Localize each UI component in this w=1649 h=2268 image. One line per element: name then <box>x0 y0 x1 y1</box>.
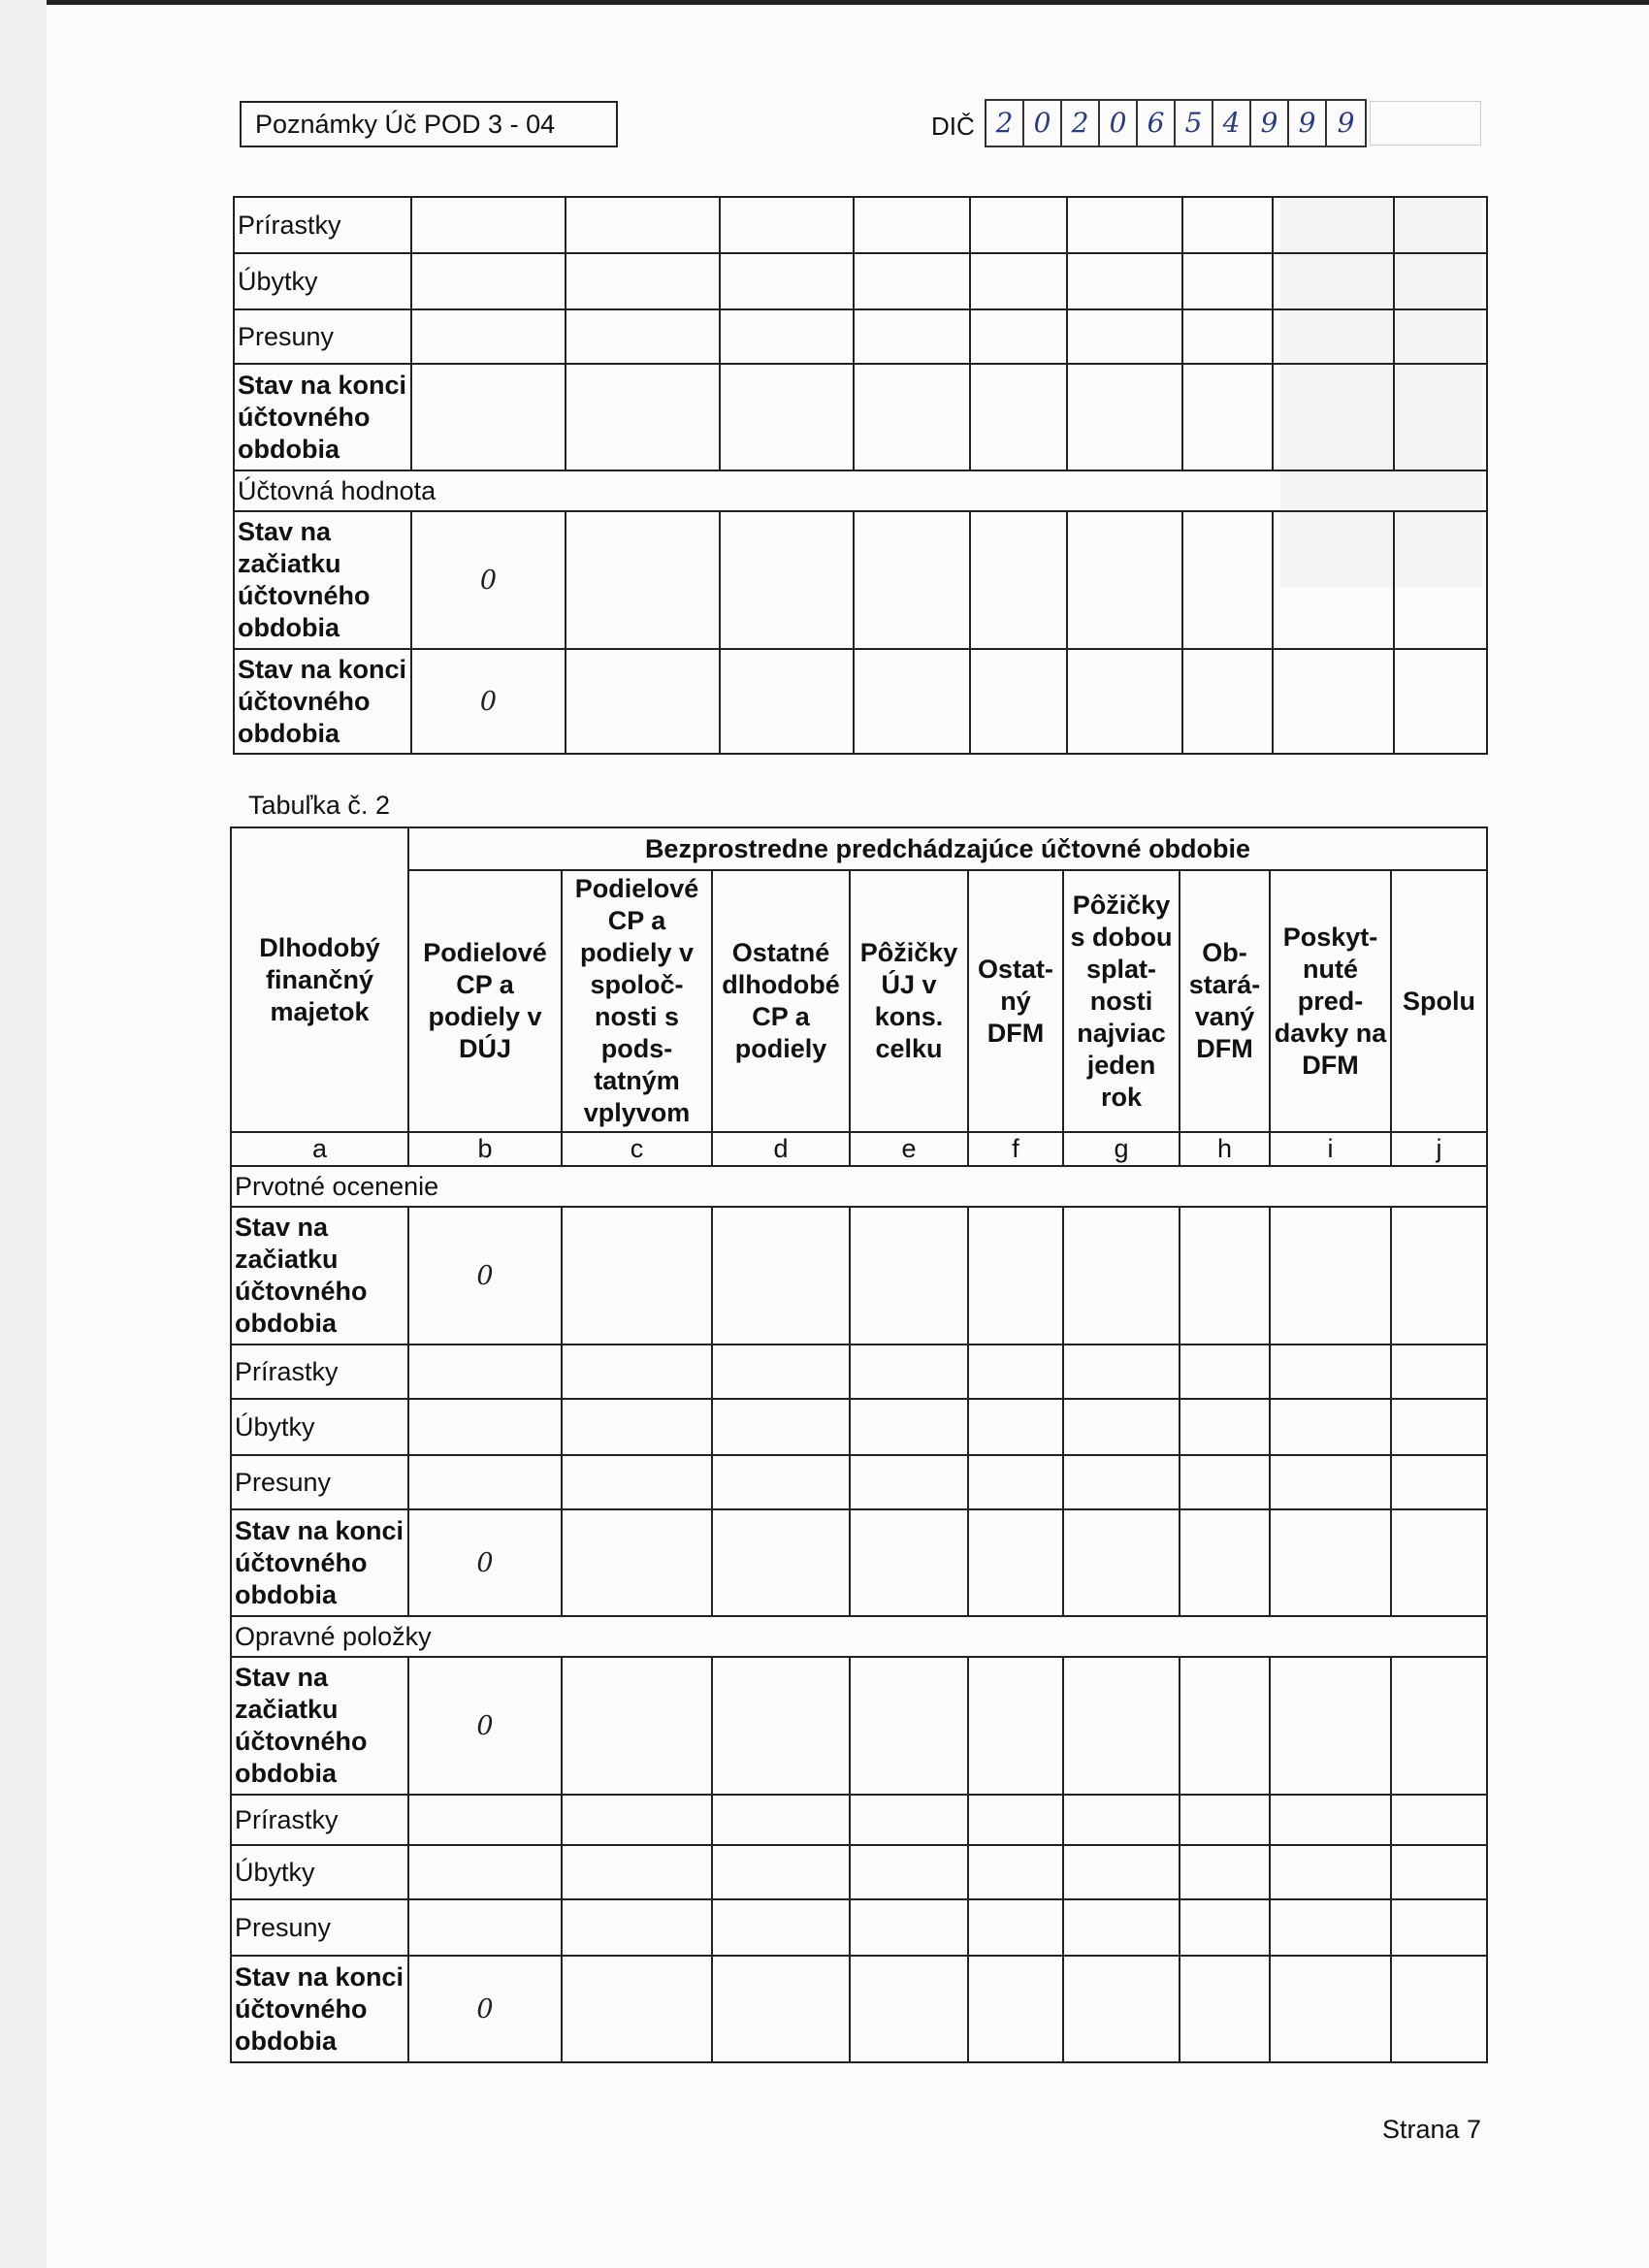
cell[interactable] <box>408 1899 562 1956</box>
dic-digit[interactable]: 6 <box>1138 101 1176 146</box>
cell[interactable] <box>1063 1399 1180 1455</box>
cell[interactable] <box>566 253 720 309</box>
section-row <box>234 470 1487 511</box>
cell[interactable] <box>566 364 720 470</box>
row-label-prirastky: Prírastky <box>231 1345 408 1399</box>
table-row <box>231 1956 1487 2062</box>
row-label-prirastky: Prírastky <box>231 1795 408 1845</box>
cell[interactable] <box>1394 511 1487 649</box>
cell[interactable] <box>1394 309 1487 364</box>
row-label-presuny: Presuny <box>231 1899 408 1956</box>
cell[interactable] <box>968 1845 1063 1899</box>
cell[interactable] <box>566 649 720 754</box>
cell[interactable] <box>1273 309 1394 364</box>
dic-label: DIČ <box>931 112 975 141</box>
table-row <box>231 1657 1487 1795</box>
cell[interactable] <box>712 1795 850 1845</box>
cell[interactable] <box>1063 1207 1180 1345</box>
cell[interactable] <box>1391 1345 1487 1399</box>
cell[interactable] <box>1394 649 1487 754</box>
cell[interactable] <box>1063 1956 1180 2062</box>
table-row <box>234 511 1487 649</box>
table-row <box>231 1399 1487 1455</box>
cell[interactable] <box>850 1795 968 1845</box>
cell[interactable] <box>411 364 566 470</box>
column-letter: i <box>1270 1132 1391 1166</box>
row-label-presuny: Presuny <box>231 1455 408 1509</box>
cell[interactable] <box>968 1509 1063 1616</box>
column-header-h: Ob-stará-vaný DFM <box>1180 870 1270 1132</box>
value-cell[interactable]: 0 <box>408 1207 562 1345</box>
cell[interactable] <box>1067 511 1182 649</box>
cell[interactable] <box>408 1845 562 1899</box>
scan-top-edge <box>0 0 1649 5</box>
cell[interactable] <box>1063 1509 1180 1616</box>
table-row <box>234 649 1487 754</box>
cell[interactable] <box>1391 1207 1487 1345</box>
cell[interactable] <box>1180 1455 1270 1509</box>
table-row <box>231 1455 1487 1509</box>
cell[interactable] <box>1273 364 1394 470</box>
cell[interactable] <box>562 1455 712 1509</box>
cell[interactable] <box>1067 364 1182 470</box>
table-2-caption: Tabuľka č. 2 <box>248 791 390 820</box>
dic-digit[interactable]: 4 <box>1213 101 1251 146</box>
cell[interactable] <box>562 1845 712 1899</box>
cell[interactable] <box>411 309 566 364</box>
cell[interactable] <box>970 309 1067 364</box>
letter-row <box>231 1132 1487 1166</box>
column-letter: j <box>1391 1132 1487 1166</box>
cell[interactable] <box>1391 1899 1487 1956</box>
header-row <box>231 870 1487 1132</box>
value-cell[interactable]: 0 <box>411 649 566 754</box>
cell[interactable] <box>968 1345 1063 1399</box>
section-uctovna-hodnota: Účtovná hodnota <box>234 470 1487 511</box>
cell[interactable] <box>970 364 1067 470</box>
cell[interactable] <box>850 1455 968 1509</box>
cell[interactable] <box>720 511 854 649</box>
cell[interactable] <box>712 1657 850 1795</box>
cell[interactable] <box>1063 1795 1180 1845</box>
row-label-ubytky: Úbytky <box>231 1399 408 1455</box>
cell[interactable] <box>1270 1399 1391 1455</box>
cell[interactable] <box>562 1345 712 1399</box>
period-header: Bezprostredne predchádzajúce účtovné obdobie <box>408 827 1487 870</box>
table-row <box>231 1845 1487 1899</box>
cell[interactable] <box>712 1509 850 1616</box>
cell[interactable] <box>720 253 854 309</box>
row-label-ubytky: Úbytky <box>234 253 411 309</box>
cell[interactable] <box>1180 1345 1270 1399</box>
cell[interactable] <box>562 1795 712 1845</box>
dic-digit[interactable]: 5 <box>1176 101 1213 146</box>
cell[interactable] <box>1391 1956 1487 2062</box>
table-row <box>231 1345 1487 1399</box>
cell[interactable] <box>1180 1795 1270 1845</box>
cell[interactable] <box>1182 511 1273 649</box>
cell[interactable] <box>712 1956 850 2062</box>
section-prvotne-ocenenie: Prvotné ocenenie <box>231 1166 1487 1207</box>
cell[interactable] <box>1182 364 1273 470</box>
column-header-g: Pôžičky s dobou splat-nosti najviac jeden rok <box>1063 870 1180 1132</box>
cell[interactable] <box>850 1657 968 1795</box>
column-header-c: Podielové CP a podiely v spoloč-nosti s pods-tatným vplyvom <box>562 870 712 1132</box>
cell[interactable] <box>408 1455 562 1509</box>
cell[interactable] <box>1182 309 1273 364</box>
cell[interactable] <box>1270 1795 1391 1845</box>
column-letter: c <box>562 1132 712 1166</box>
cell[interactable] <box>1182 649 1273 754</box>
cell[interactable] <box>854 309 970 364</box>
cell[interactable] <box>1391 1399 1487 1455</box>
column-letter: e <box>850 1132 968 1166</box>
cell[interactable] <box>1180 1207 1270 1345</box>
cell[interactable] <box>1067 197 1182 253</box>
section-row <box>231 1166 1487 1207</box>
dic-digit[interactable]: 9 <box>1289 101 1327 146</box>
cell[interactable] <box>1394 197 1487 253</box>
cell[interactable] <box>1270 1509 1391 1616</box>
dic-digit[interactable]: 9 <box>1251 101 1289 146</box>
table-row <box>231 1207 1487 1345</box>
column-header-f: Ostat-ný DFM <box>968 870 1063 1132</box>
cell[interactable] <box>970 197 1067 253</box>
table-row <box>234 364 1487 470</box>
table-row <box>234 309 1487 364</box>
cell[interactable] <box>850 1899 968 1956</box>
section-opravne-polozky: Opravné položky <box>231 1616 1487 1657</box>
cell[interactable] <box>408 1399 562 1455</box>
cell[interactable] <box>1067 253 1182 309</box>
cell[interactable] <box>970 649 1067 754</box>
cell[interactable] <box>411 253 566 309</box>
cell[interactable] <box>1063 1657 1180 1795</box>
cell[interactable] <box>1063 1845 1180 1899</box>
cell[interactable] <box>1063 1899 1180 1956</box>
cell[interactable] <box>720 649 854 754</box>
column-header-a: Dlhodobý finančný majetok <box>231 827 408 1132</box>
cell[interactable] <box>1273 511 1394 649</box>
cell[interactable] <box>968 1455 1063 1509</box>
cell[interactable] <box>712 1845 850 1899</box>
cell[interactable] <box>566 309 720 364</box>
cell[interactable] <box>720 309 854 364</box>
cell[interactable] <box>712 1455 850 1509</box>
dic-digit[interactable]: 2 <box>1062 101 1100 146</box>
column-header-e: Pôžičky ÚJ v kons. celku <box>850 870 968 1132</box>
table-row <box>231 1899 1487 1956</box>
page-number: Strana 7 <box>1382 2115 1482 2144</box>
cell[interactable] <box>1270 1899 1391 1956</box>
row-label-ubytky: Úbytky <box>231 1845 408 1899</box>
cell[interactable] <box>712 1899 850 1956</box>
cell[interactable] <box>854 649 970 754</box>
section-row <box>231 1616 1487 1657</box>
cell[interactable] <box>562 1399 712 1455</box>
dic-digit[interactable]: 0 <box>1024 101 1062 146</box>
cell[interactable] <box>1182 253 1273 309</box>
cell[interactable] <box>1180 1509 1270 1616</box>
cell[interactable] <box>854 511 970 649</box>
cell[interactable] <box>562 1899 712 1956</box>
cell[interactable] <box>712 1207 850 1345</box>
cell[interactable] <box>562 1509 712 1616</box>
cell[interactable] <box>712 1399 850 1455</box>
row-label-prirastky: Prírastky <box>234 197 411 253</box>
column-letter: a <box>231 1132 408 1166</box>
column-letter: d <box>712 1132 850 1166</box>
cell[interactable] <box>1270 1455 1391 1509</box>
cell[interactable] <box>1063 1455 1180 1509</box>
cell[interactable] <box>1067 649 1182 754</box>
cell[interactable] <box>1270 1345 1391 1399</box>
dic-digit[interactable]: 0 <box>1100 101 1138 146</box>
cell[interactable] <box>1063 1345 1180 1399</box>
row-label-stav-zaciatku: Stav na začiatku účtovného obdobia <box>234 511 411 649</box>
cell[interactable] <box>970 511 1067 649</box>
table-row <box>234 197 1487 253</box>
cell[interactable] <box>1180 1657 1270 1795</box>
cell[interactable] <box>854 253 970 309</box>
table-row <box>231 1509 1487 1616</box>
cell[interactable] <box>1391 1509 1487 1616</box>
cell[interactable] <box>1273 649 1394 754</box>
cell[interactable] <box>408 1795 562 1845</box>
cell[interactable] <box>850 1345 968 1399</box>
table-1-continuation <box>233 196 1488 755</box>
table-2 <box>230 826 1488 2063</box>
table-row <box>234 253 1487 309</box>
dic-digit[interactable]: 9 <box>1337 107 1355 139</box>
cell[interactable] <box>562 1657 712 1795</box>
cell[interactable] <box>850 1207 968 1345</box>
scan-left-margin <box>0 0 47 2268</box>
cell[interactable] <box>1270 1207 1391 1345</box>
cell[interactable] <box>968 1399 1063 1455</box>
table-row <box>231 1795 1487 1845</box>
cell[interactable] <box>854 197 970 253</box>
column-letter: g <box>1063 1132 1180 1166</box>
column-header-b: Podielové CP a podiely v DÚJ <box>408 870 562 1132</box>
cell[interactable] <box>1180 1956 1270 2062</box>
cell[interactable] <box>566 197 720 253</box>
dic-input-boxes[interactable] <box>985 99 1367 147</box>
cell[interactable] <box>1180 1399 1270 1455</box>
cell[interactable] <box>720 197 854 253</box>
column-header-j: Spolu <box>1391 870 1487 1132</box>
row-label-stav-konci: Stav na konci účtovného obdobia <box>231 1956 408 2062</box>
cell[interactable] <box>968 1956 1063 2062</box>
cell[interactable] <box>562 1956 712 2062</box>
form-label-box <box>240 101 618 147</box>
cell[interactable] <box>1270 1657 1391 1795</box>
cell[interactable] <box>712 1345 850 1399</box>
cell[interactable] <box>1391 1845 1487 1899</box>
column-letter: h <box>1180 1132 1270 1166</box>
cell[interactable] <box>566 511 720 649</box>
bleed-through-box <box>1370 101 1481 146</box>
cell[interactable] <box>1273 197 1394 253</box>
cell[interactable] <box>968 1795 1063 1845</box>
row-label-stav-konci: Stav na konci účtovného obdobia <box>234 364 411 470</box>
cell[interactable] <box>1067 309 1182 364</box>
cell[interactable] <box>1180 1845 1270 1899</box>
header-row <box>231 827 1487 870</box>
cell[interactable] <box>1270 1845 1391 1899</box>
cell[interactable] <box>1180 1899 1270 1956</box>
cell[interactable] <box>1270 1956 1391 2062</box>
cell[interactable] <box>850 1509 968 1616</box>
cell[interactable] <box>968 1207 1063 1345</box>
row-label-presuny: Presuny <box>234 309 411 364</box>
cell[interactable] <box>562 1207 712 1345</box>
cell[interactable] <box>1273 253 1394 309</box>
value-cell[interactable]: 0 <box>408 1509 562 1616</box>
dic-digit[interactable]: 2 <box>986 101 1024 146</box>
cell[interactable] <box>1394 364 1487 470</box>
cell[interactable] <box>968 1657 1063 1795</box>
cell[interactable] <box>1394 253 1487 309</box>
row-label-stav-zaciatku: Stav na začiatku účtovného obdobia <box>231 1657 408 1795</box>
cell[interactable] <box>850 1399 968 1455</box>
cell[interactable] <box>1391 1657 1487 1795</box>
cell[interactable] <box>408 1345 562 1399</box>
cell[interactable] <box>970 253 1067 309</box>
row-label-stav-konci: Stav na konci účtovného obdobia <box>234 649 411 754</box>
cell[interactable] <box>720 364 854 470</box>
row-label-stav-zaciatku: Stav na začiatku účtovného obdobia <box>231 1207 408 1345</box>
cell[interactable] <box>1391 1455 1487 1509</box>
column-letter: b <box>408 1132 562 1166</box>
row-label-stav-konci: Stav na konci účtovného obdobia <box>231 1509 408 1616</box>
cell[interactable] <box>968 1899 1063 1956</box>
cell[interactable] <box>1182 197 1273 253</box>
form-label: Poznámky Úč POD 3 - 04 <box>255 110 556 139</box>
cell[interactable] <box>850 1845 968 1899</box>
value-cell[interactable]: 0 <box>411 511 566 649</box>
cell[interactable] <box>1391 1795 1487 1845</box>
value-cell[interactable]: 0 <box>408 1657 562 1795</box>
cell[interactable] <box>850 1956 968 2062</box>
value-cell[interactable]: 0 <box>408 1956 562 2062</box>
cell[interactable] <box>854 364 970 470</box>
cell[interactable] <box>411 197 566 253</box>
column-header-d: Ostatné dlhodobé CP a podiely <box>712 870 850 1132</box>
column-letter: f <box>968 1132 1063 1166</box>
column-header-i: Poskyt-nuté pred-davky na DFM <box>1270 870 1391 1132</box>
